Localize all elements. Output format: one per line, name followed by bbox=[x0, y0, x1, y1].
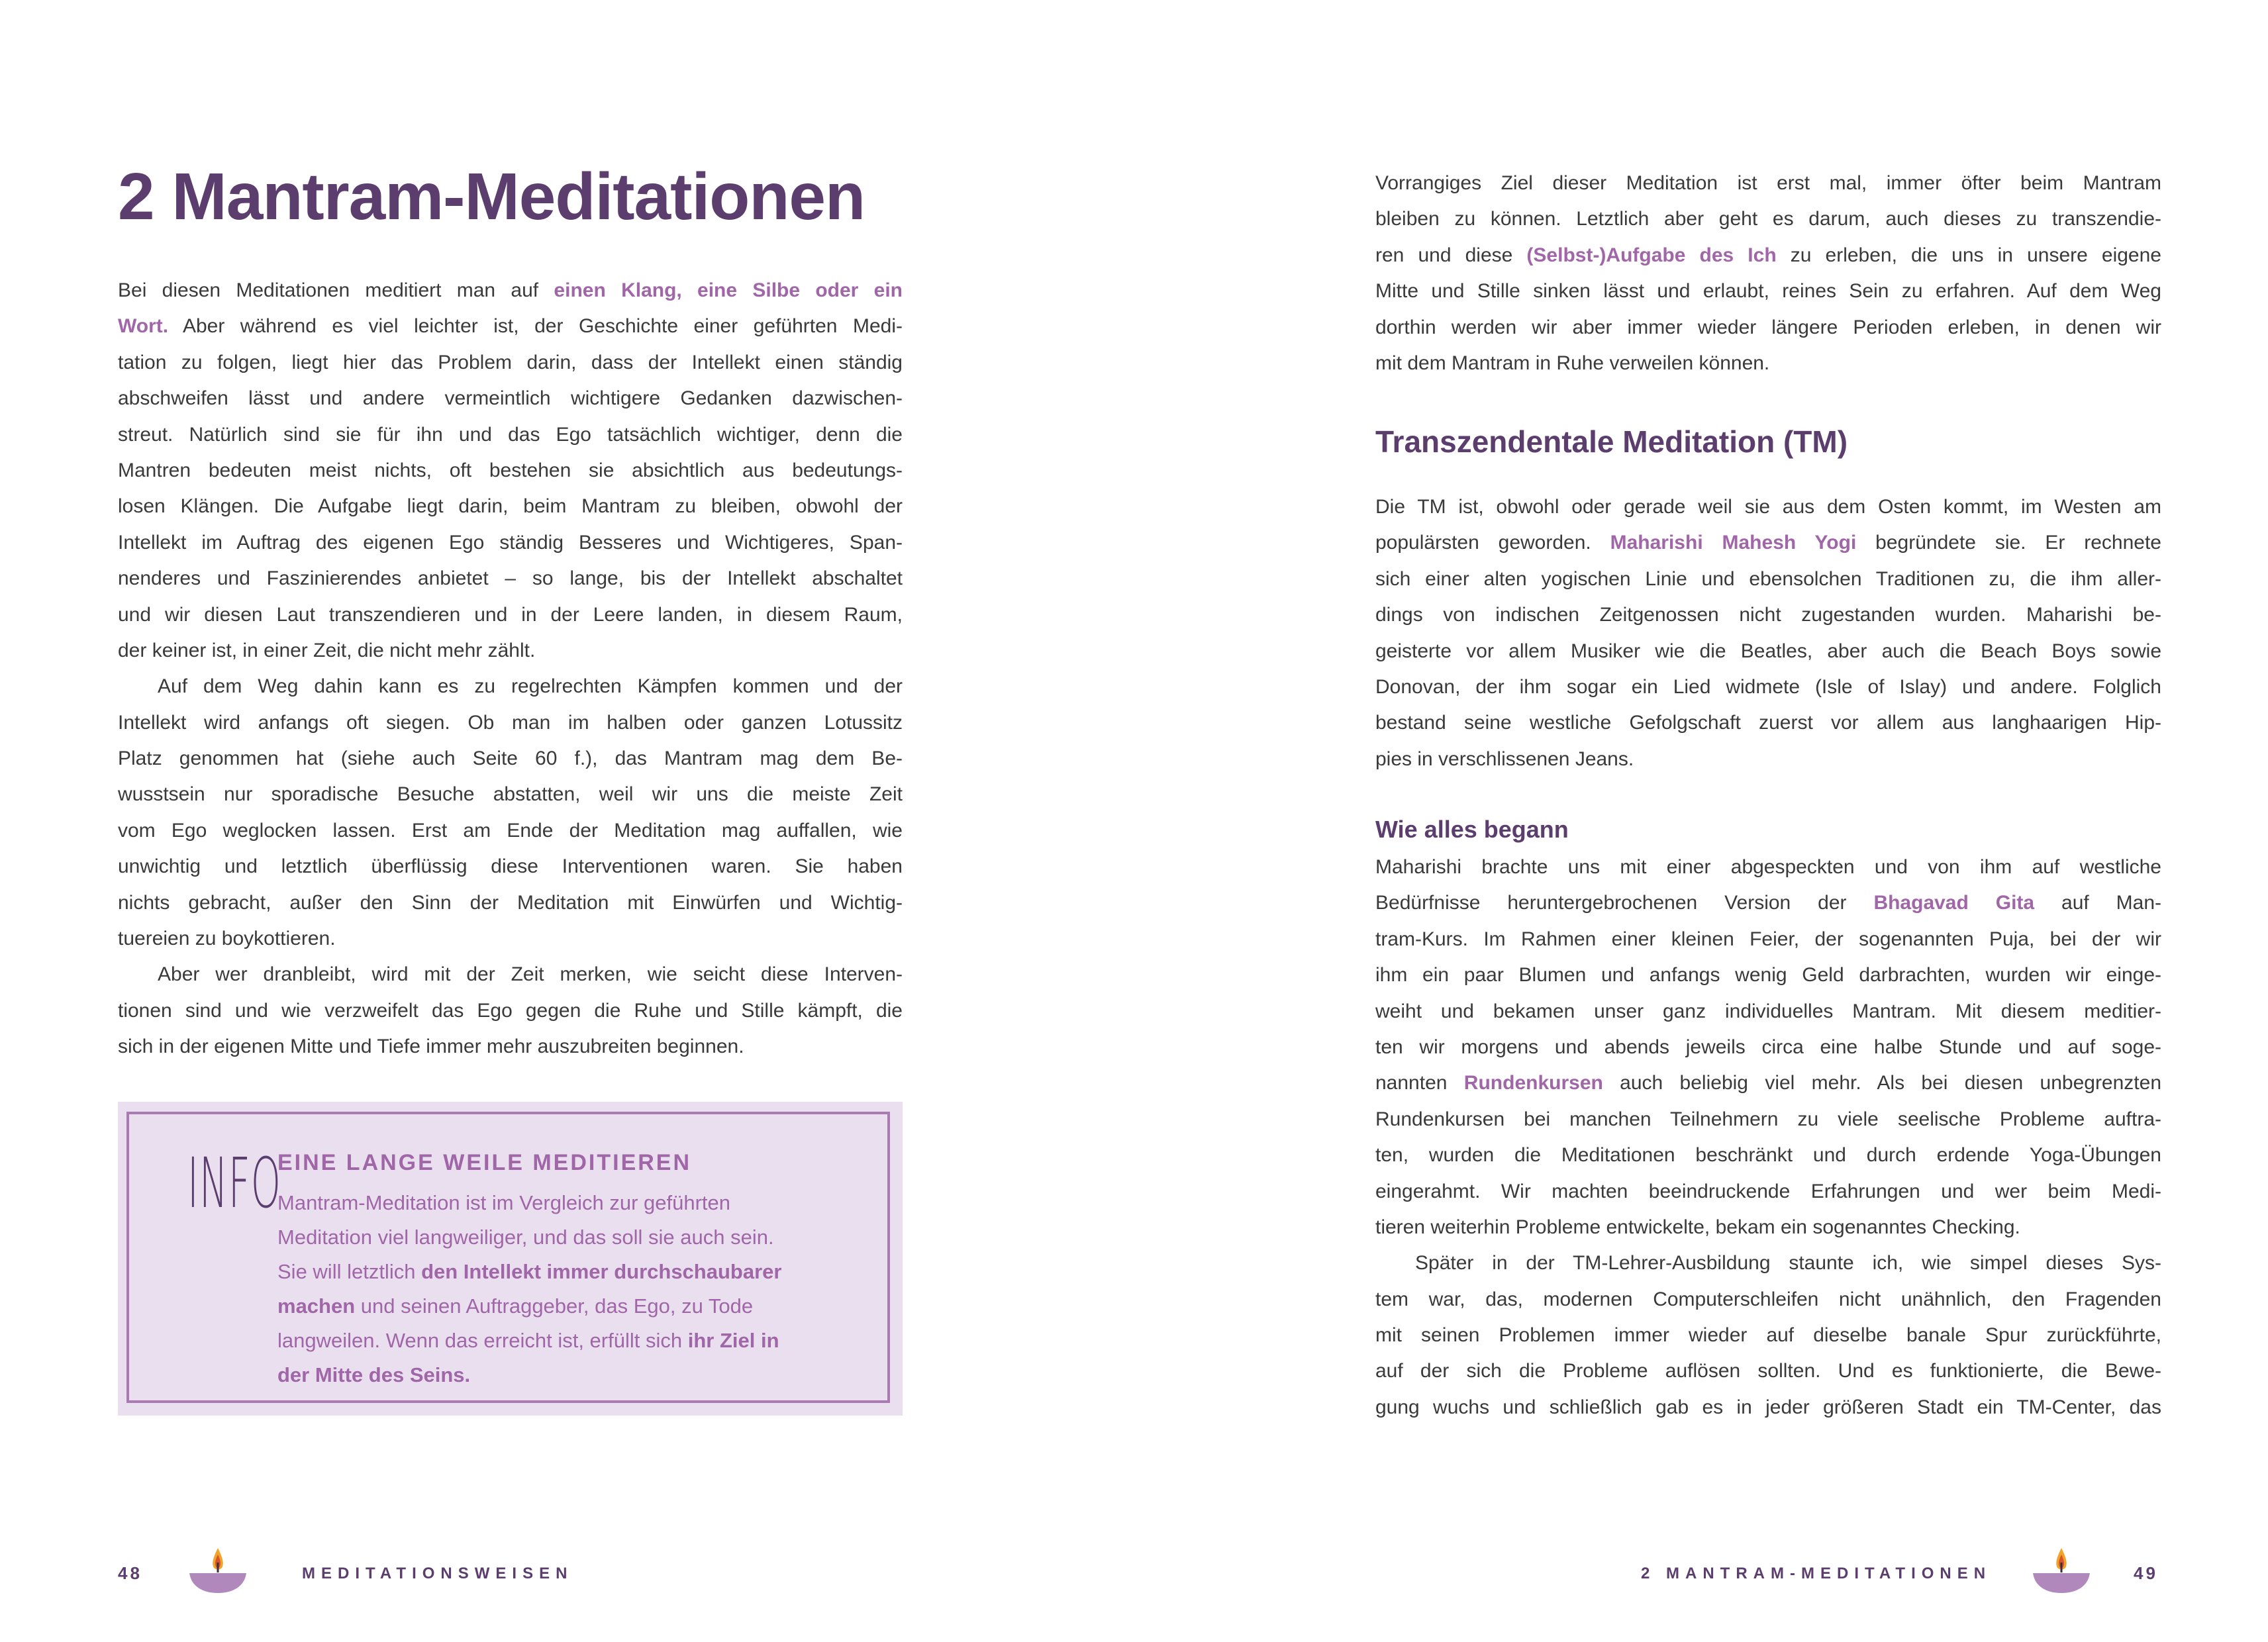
text-run: zu erleben, die uns in unsere eigene bbox=[1776, 244, 2161, 266]
text-run: langweilen. Wenn das erreicht ist, erfüllt sich bbox=[277, 1329, 688, 1352]
text-line: sich in der eigenen Mitte und Tiefe immer mehr auszubreiten beginnen. bbox=[118, 1036, 744, 1058]
text-line: vom Ego weglocken lassen. Erst am Ende der Meditation mag auffallen, wie bbox=[118, 819, 903, 842]
text-line: streut. Natürlich sind sie für ihn und das Ego tatsächlich wichtiger, denn die bbox=[118, 423, 903, 446]
text-line: nenderes und Faszinierendes anbietet – so lange, bis der Intellekt abschaltet bbox=[118, 567, 903, 590]
highlighted-text: Wort. bbox=[118, 315, 169, 338]
highlighted-text: Rundenkursen bbox=[1463, 1072, 1603, 1094]
text-line: wusstsein nur sporadische Besuche abstatten, weil wir uns die meiste Zeit bbox=[118, 783, 903, 806]
text-line: Später in der TM-Lehrer-Ausbildung staunte ich, wie simpel dieses Sys- bbox=[1415, 1252, 2161, 1275]
running-head-right: 2 MANTRAM-MEDITATIONEN bbox=[1641, 1565, 1992, 1582]
text-line: pies in verschlissenen Jeans. bbox=[1375, 748, 1634, 770]
highlighted-text: den Intellekt immer durchschaubarer bbox=[421, 1260, 782, 1283]
text-line: Intellekt im Auftrag des eigenen Ego ständig Besseres und Wichtigeres, Span- bbox=[118, 531, 903, 554]
text-line: abschweifen lässt und andere vermeintlich wichtigere Gedanken dazwischen- bbox=[118, 387, 903, 410]
page-number-left: 48 bbox=[118, 1563, 142, 1583]
text-line: losen Klängen. Die Aufgabe liegt darin, beim Mantram zu bleiben, obwohl der bbox=[118, 495, 903, 518]
text-line: mit dem Mantram in Ruhe verweilen können. bbox=[1375, 352, 1770, 374]
text-line: Platz genommen hat (siehe auch Seite 60 f.), das Mantram mag dem Be- bbox=[118, 748, 903, 770]
text-run: begründete sie. Er rechnete bbox=[1856, 532, 2161, 554]
text-line: dings von indischen Zeitgenossen nicht zugestanden wurden. Maharishi be- bbox=[1375, 604, 2161, 626]
highlighted-text: der Mitte des Seins. bbox=[277, 1363, 471, 1386]
text-line: geisterte vor allem Musiker wie die Beatles, aber auch die Beach Boys sowie bbox=[1375, 640, 2161, 662]
text-line: eingerahmt. Wir machten beeindruckende Erfahrungen und wer beim Medi- bbox=[1375, 1180, 2161, 1202]
highlighted-text: machen bbox=[277, 1294, 356, 1318]
text-line: Die TM ist, obwohl oder gerade weil sie aus dem Osten kommt, im Westen am bbox=[1375, 496, 2161, 518]
highlighted-text: Bhagavad Gita bbox=[1873, 892, 2035, 914]
text-line bbox=[277, 1289, 781, 1324]
text-run: ren und diese bbox=[1375, 244, 1527, 266]
info-label-logo: INFO bbox=[187, 1143, 281, 1224]
text-line bbox=[118, 273, 903, 309]
text-line bbox=[1375, 885, 2161, 921]
chapter-title: 2 Mantram-Meditationen bbox=[118, 160, 865, 234]
highlighted-text: einen Klang, eine Silbe oder ein bbox=[554, 279, 903, 301]
highlighted-text: Maharishi Mahesh Yogi bbox=[1610, 532, 1857, 554]
section-body bbox=[1375, 489, 2161, 777]
running-head-left: MEDITATIONSWEISEN bbox=[302, 1565, 573, 1582]
text-line bbox=[1375, 238, 2161, 273]
text-run: Mantram-Meditation ist im Vergleich zur geführten bbox=[277, 1191, 731, 1214]
text-line: Aber wer dranbleibt, wird mit der Zeit merken, wie seicht diese Interven- bbox=[158, 963, 903, 986]
text-line: dorthin werden wir aber immer wieder längere Perioden erleben, in denen wir bbox=[1375, 316, 2161, 338]
text-line bbox=[277, 1255, 781, 1289]
text-line bbox=[277, 1186, 781, 1220]
text-line: bleiben zu können. Letztlich aber geht es darum, auch dieses zu transzendie- bbox=[1375, 208, 2161, 230]
text-line bbox=[118, 309, 903, 344]
subsection-body bbox=[1375, 849, 2161, 1425]
text-run: auch beliebig viel mehr. Als bei diesen unbegrenzten bbox=[1602, 1072, 2162, 1094]
right-intro bbox=[1375, 166, 2161, 381]
text-line: Rundenkursen bei manchen Teilnehmern zu viele seelische Probleme auftra- bbox=[1375, 1108, 2161, 1130]
subsection-heading: Wie alles begann bbox=[1375, 816, 1569, 843]
text-line: Vorrangiges Ziel dieser Meditation ist erst mal, immer öfter beim Mantram bbox=[1375, 172, 2161, 194]
page-number-right: 49 bbox=[2134, 1563, 2158, 1583]
text-run: Aber während es viel leichter ist, der Geschichte einer geführten Medi- bbox=[168, 315, 903, 338]
text-line bbox=[1375, 1065, 2161, 1101]
text-line: der keiner ist, in einer Zeit, die nicht mehr zählt. bbox=[118, 639, 536, 661]
text-line: gung wuchs und schließlich gab es in jeder größeren Stadt ein TM-Center, das bbox=[1375, 1396, 2161, 1418]
text-line: unwichtig und letztlich überflüssig diese Interventionen waren. Sie haben bbox=[118, 855, 903, 878]
text-line: Intellekt wird anfangs oft siegen. Ob man im halben oder ganzen Lotussitz bbox=[118, 711, 903, 734]
text-run: Sie will letztlich bbox=[277, 1260, 422, 1283]
oil-lamp-icon bbox=[2032, 1547, 2091, 1594]
text-run: nannten bbox=[1375, 1072, 1464, 1094]
text-run: Meditation viel langweiliger, und das soll sie auch sein. bbox=[277, 1226, 774, 1249]
highlighted-text: (Selbst-)Aufgabe des Ich bbox=[1526, 244, 1777, 266]
text-line: nichts gebracht, außer den Sinn der Meditation mit Einwürfen und Wichtig- bbox=[118, 891, 903, 914]
highlighted-text: ihr Ziel in bbox=[687, 1329, 779, 1352]
info-box-border bbox=[126, 1112, 890, 1403]
text-line: bestand seine westliche Gefolgschaft zuerst vor allem aus langhaarigen Hip- bbox=[1375, 712, 2161, 734]
text-line: tionen sind und wie verzweifelt das Ego gegen die Ruhe und Stille kämpft, die bbox=[118, 999, 903, 1022]
text-run: und seinen Auftraggeber, das Ego, zu Tode bbox=[355, 1294, 754, 1318]
text-line: Mitte und Stille sinken lässt und erlaubt, reines Sein zu erfahren. Auf dem Weg bbox=[1375, 280, 2161, 303]
text-line: tram-Kurs. Im Rahmen einer kleinen Feier, der sogenannten Puja, bei der wir bbox=[1375, 928, 2161, 950]
left-body bbox=[118, 273, 903, 1065]
text-line: tuereien zu boykottieren. bbox=[118, 928, 336, 950]
text-line: tieren weiterhin Probleme entwickelte, bekam ein sogenanntes Checking. bbox=[1375, 1216, 2020, 1238]
text-line: mit seinen Problemen immer wieder auf dieselbe banale Spur zurückführte, bbox=[1375, 1324, 2161, 1347]
text-line: weiht und bekamen unser ganz individuelles Mantram. Mit diesem meditier- bbox=[1375, 1000, 2161, 1022]
text-run: Bedürfnisse heruntergebrochenen Version der bbox=[1375, 892, 1874, 914]
info-box bbox=[118, 1102, 903, 1416]
text-line: tation zu folgen, liegt hier das Problem darin, dass der Intellekt einen ständig bbox=[118, 351, 903, 373]
text-line: Maharishi brachte uns mit einer abgespeckten und von ihm auf westliche bbox=[1375, 856, 2161, 878]
text-line: auf der sich die Probleme auflösen sollten. Und es funktionierte, die Bewe- bbox=[1375, 1360, 2161, 1382]
text-run: Bei diesen Meditationen meditiert man auf bbox=[118, 279, 554, 301]
text-line: ten, wurden die Meditationen beschränkt und durch erdende Yoga-Übungen bbox=[1375, 1144, 2161, 1167]
text-line bbox=[277, 1324, 781, 1358]
text-run: auf Man- bbox=[2034, 892, 2161, 914]
info-box-text bbox=[277, 1186, 781, 1392]
text-line bbox=[277, 1358, 781, 1392]
text-line: sich einer alten yogischen Linie und ebensolchen Traditionen zu, die ihm aller- bbox=[1375, 567, 2161, 590]
section-heading: Transzendentale Meditation (TM) bbox=[1375, 424, 1848, 459]
text-line: ten wir morgens und abends jeweils circa eine halbe Stunde und auf soge- bbox=[1375, 1036, 2161, 1058]
text-run: populärsten geworden. bbox=[1375, 532, 1610, 554]
text-line: Mantren bedeuten meist nichts, oft bestehen sie absichtlich aus bedeutungs- bbox=[118, 459, 903, 481]
text-line: und wir diesen Laut transzendieren und in der Leere landen, in diesem Raum, bbox=[118, 603, 903, 626]
text-line bbox=[277, 1220, 781, 1255]
text-line: tem war, das, modernen Computerschleifen nicht unähnlich, den Fragenden bbox=[1375, 1288, 2161, 1310]
text-line bbox=[1375, 525, 2161, 561]
info-box-title: EINE LANGE WEILE MEDITIEREN bbox=[277, 1150, 692, 1175]
text-line: ihm ein paar Blumen und anfangs wenig Geld darbrachten, wurden wir einge- bbox=[1375, 964, 2161, 987]
text-line: Auf dem Weg dahin kann es zu regelrechten Kämpfen kommen und der bbox=[158, 675, 903, 698]
text-line: Donovan, der ihm sogar ein Lied widmete (Isle of Islay) und andere. Folglich bbox=[1375, 675, 2161, 698]
oil-lamp-icon bbox=[188, 1547, 248, 1594]
